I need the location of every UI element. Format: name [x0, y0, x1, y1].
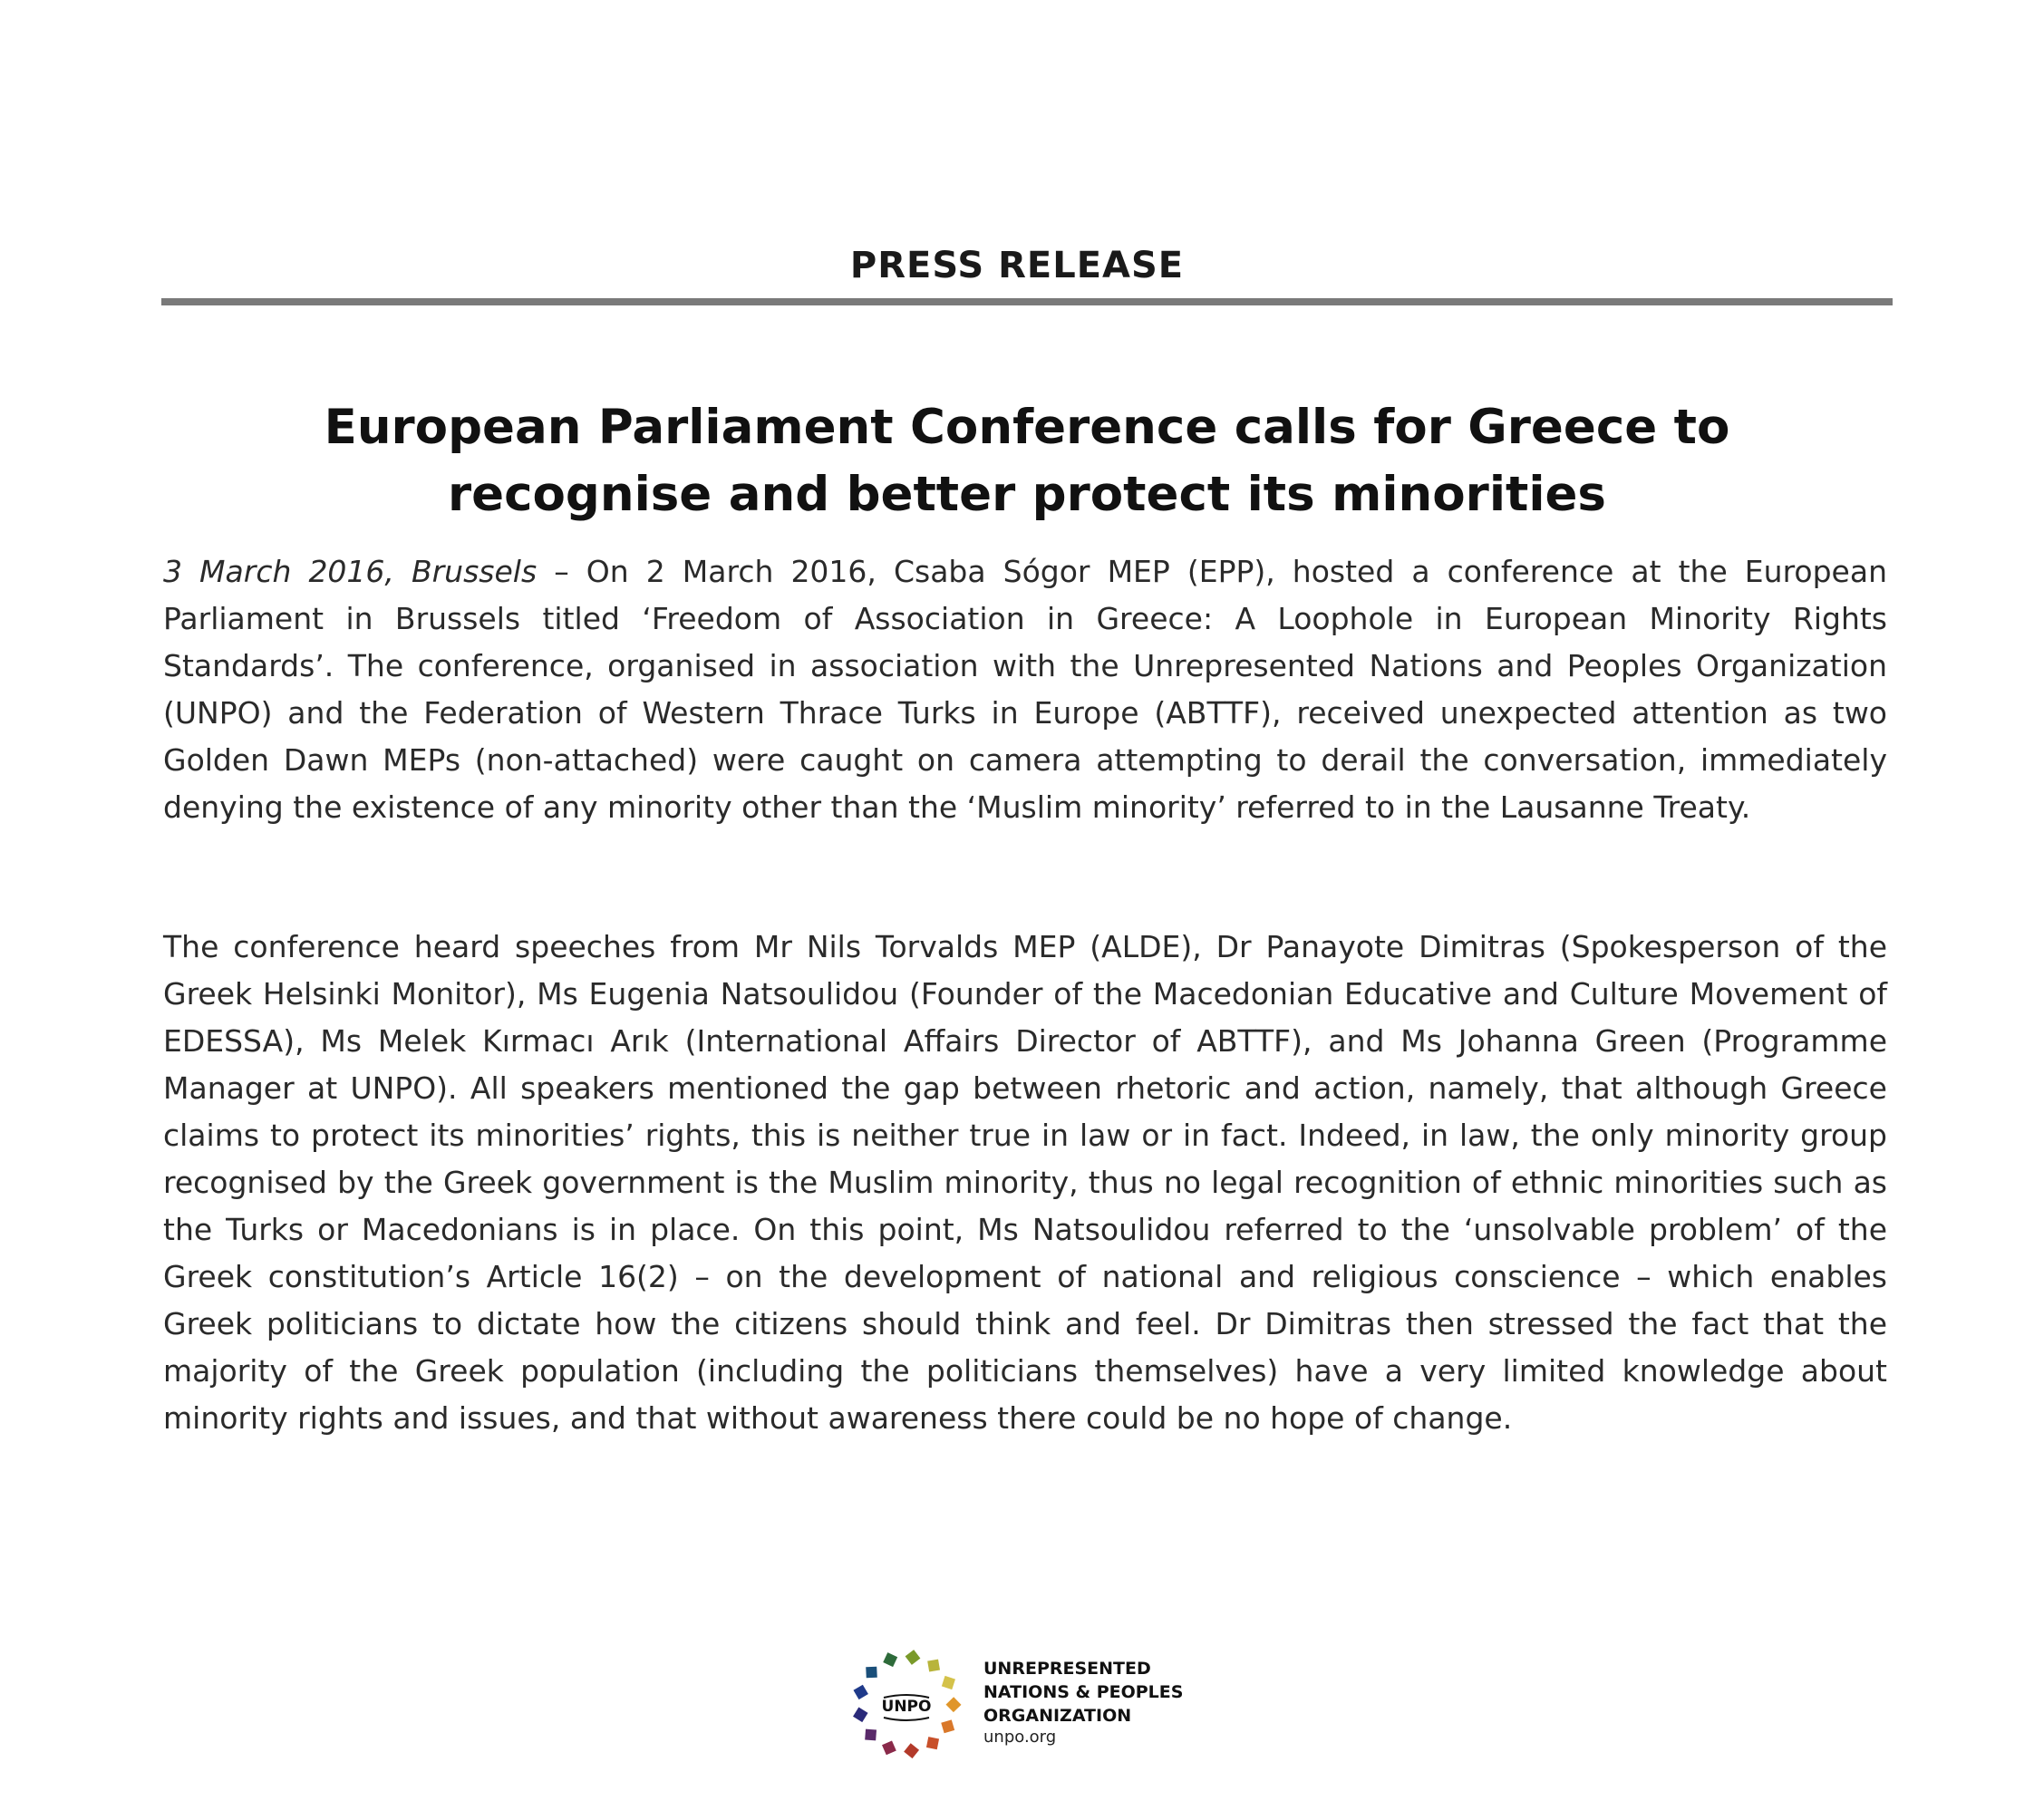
logo-ring-segment — [927, 1660, 940, 1672]
logo-ring-segment — [853, 1685, 867, 1699]
press-release-label: PRESS RELEASE — [849, 245, 1185, 286]
paragraph-2: The conference heard speeches from Mr Nils Torvalds MEP (ALDE), Dr Panayote Dimitras (Spokesperson of the Greek Helsinki Monitor), Ms Eugenia Natsoulidou (Founder of the Macedonian Educative and Culture Movement of EDESSA), Ms Melek Kırmacı Arık (International Affairs Director of ABTTF), and Ms Johanna Green (Programme Manager at UNPO). All speakers mentioned the gap between rhetoric and action, namely, that although Greece claims to protect its minorities’ rights, this is neither true in law or in fact. Indeed, in law, the only minority group recognised by the Greek government is the Muslim minority, thus no legal recognition of ethnic minorities such as the Turks or Macedonians is in place. On this point, Ms Natsoulidou referred to the ‘unsolvable problem’ of the Greek constitution’s Article 16(2) – on the development of national and religious conscience – which enables Greek politicians to dictate how the citizens should think and feel. Dr Dimitras then stressed the fact that the majority of the Greek population (including the politicians themselves) have a very limited knowledge about minority rights and issues, and that without awareness there could be no hope of change. — [163, 929, 1887, 1436]
logo-ring-segment — [946, 1697, 962, 1712]
unpo-logo — [848, 1645, 1228, 1763]
org-name-line-3: ORGANIZATION — [983, 1706, 1132, 1726]
dateline: 3 March 2016, Brussels — [163, 554, 538, 589]
logo-ring-segment — [926, 1737, 939, 1749]
logo-ring-segment — [882, 1741, 896, 1756]
paragraph-1-text: – On 2 March 2016, Csaba Sógor MEP (EPP), hosted a conference at the European Parliament in Brussels titled ‘Freedom of Association in Greece: A Loophole in European Minority Rights Standards’. The conference, organised in association with the Unrepresented Nations and Peoples Organization (UNPO) and the Federation of Western Thrace Turks in Europe (ABTTF), received unexpected attention as two Golden Dawn MEPs (non-attached) were caught on camera attempting to derail the conversation, immediately denying the existence of any minority other than the ‘Muslim minority’ referred to in the Lausanne Treaty. — [163, 554, 1887, 825]
logo-ring-segment — [942, 1676, 955, 1689]
logo-ring-segment — [866, 1667, 877, 1679]
org-url: unpo.org — [983, 1728, 1057, 1747]
headline-line-1: European Parliament Conference calls for Greece to — [324, 400, 1730, 455]
logo-mark-text: UNPO — [881, 1698, 932, 1716]
org-name-line-2: NATIONS & PEOPLES — [983, 1682, 1184, 1702]
logo-ring-segment — [865, 1729, 877, 1741]
paragraph-1 — [163, 548, 1887, 831]
logo-ring-segment — [904, 1743, 919, 1758]
headline-line-2: recognise and better protect its minorities — [448, 467, 1606, 522]
unpo-ring-icon — [848, 1645, 965, 1763]
logo-ring-segment — [941, 1719, 954, 1733]
logo-ring-segment — [906, 1650, 921, 1665]
org-name — [983, 1657, 1183, 1728]
org-name-line-1: UNREPRESENTED — [983, 1659, 1151, 1679]
logo-ring-segment — [853, 1708, 868, 1723]
header-divider — [161, 298, 1893, 305]
headline — [161, 394, 1893, 528]
logo-ring-segment — [883, 1652, 897, 1667]
